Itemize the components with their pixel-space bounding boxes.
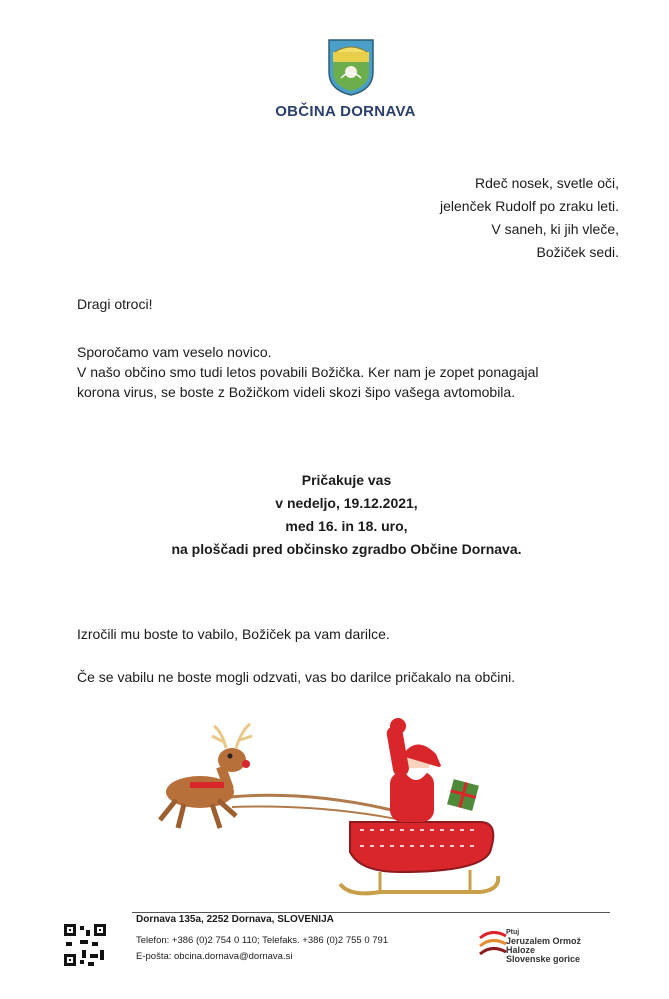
footer-phone: Telefon: +386 (0)2 754 0 110; Telefaks. +386 (0)2 755 0 791: [136, 935, 389, 946]
poem-line: jelenček Rudolf po zraku leti.: [440, 198, 619, 214]
brand-line: Slovenske gorice: [506, 954, 581, 964]
sleigh-icon: [340, 822, 498, 893]
paragraph-line: korona virus, se boste z Božičkom videli skozi šipo vašega avtomobila.: [77, 384, 516, 400]
poem-line: V saneh, ki jih vleče,: [491, 221, 619, 237]
paragraph-line: V našo občino smo tudi letos povabili Božička. Ker nam je zopet ponagajal: [77, 364, 539, 380]
poem-line: Božiček sedi.: [536, 244, 619, 260]
santa-icon: [386, 718, 479, 822]
instruction-line: Izročili mu boste to vabilo, Božiček pa vam darilce.: [77, 626, 390, 642]
footer-email[interactable]: E-pošta: obcina.dornava@dornava.si: [136, 951, 293, 962]
municipality-title: OBČINA DORNAVA: [275, 103, 416, 120]
region-logo-text: [506, 928, 581, 964]
poem: [440, 172, 619, 264]
municipality-crest-icon: [327, 38, 375, 96]
invitation-block: [12, 469, 669, 561]
footer-divider: [132, 912, 610, 913]
greeting: Dragi otroci!: [77, 296, 153, 312]
invite-line: v nedeljo, 19.12.2021,: [275, 495, 418, 511]
qr-code-icon: [62, 922, 108, 968]
brand-line: Haloze: [506, 945, 536, 955]
footer-address: Dornava 135a, 2252 Dornava, SLOVENIJA: [136, 914, 334, 925]
santa-sleigh-reindeer-illustration: [150, 712, 520, 902]
invite-line: Pričakuje vas: [301, 472, 392, 488]
paragraph-line: Sporočamo vam veselo novico.: [77, 344, 272, 360]
instruction-line: Če se vabilu ne boste mogli odzvati, vas bo darilce pričakalo na občini.: [77, 669, 516, 685]
brand-line: Jeruzalem Ormož: [506, 936, 582, 946]
reindeer-icon: [160, 724, 252, 828]
invite-line: med 16. in 18. uro,: [285, 518, 408, 534]
brand-line: Ptuj: [506, 929, 520, 936]
letter-paragraph: [77, 342, 617, 402]
poem-line: Rdeč nosek, svetle oči,: [475, 175, 619, 191]
invite-line: na ploščadi pred občinsko zgradbo Občine Dornava.: [171, 541, 522, 557]
